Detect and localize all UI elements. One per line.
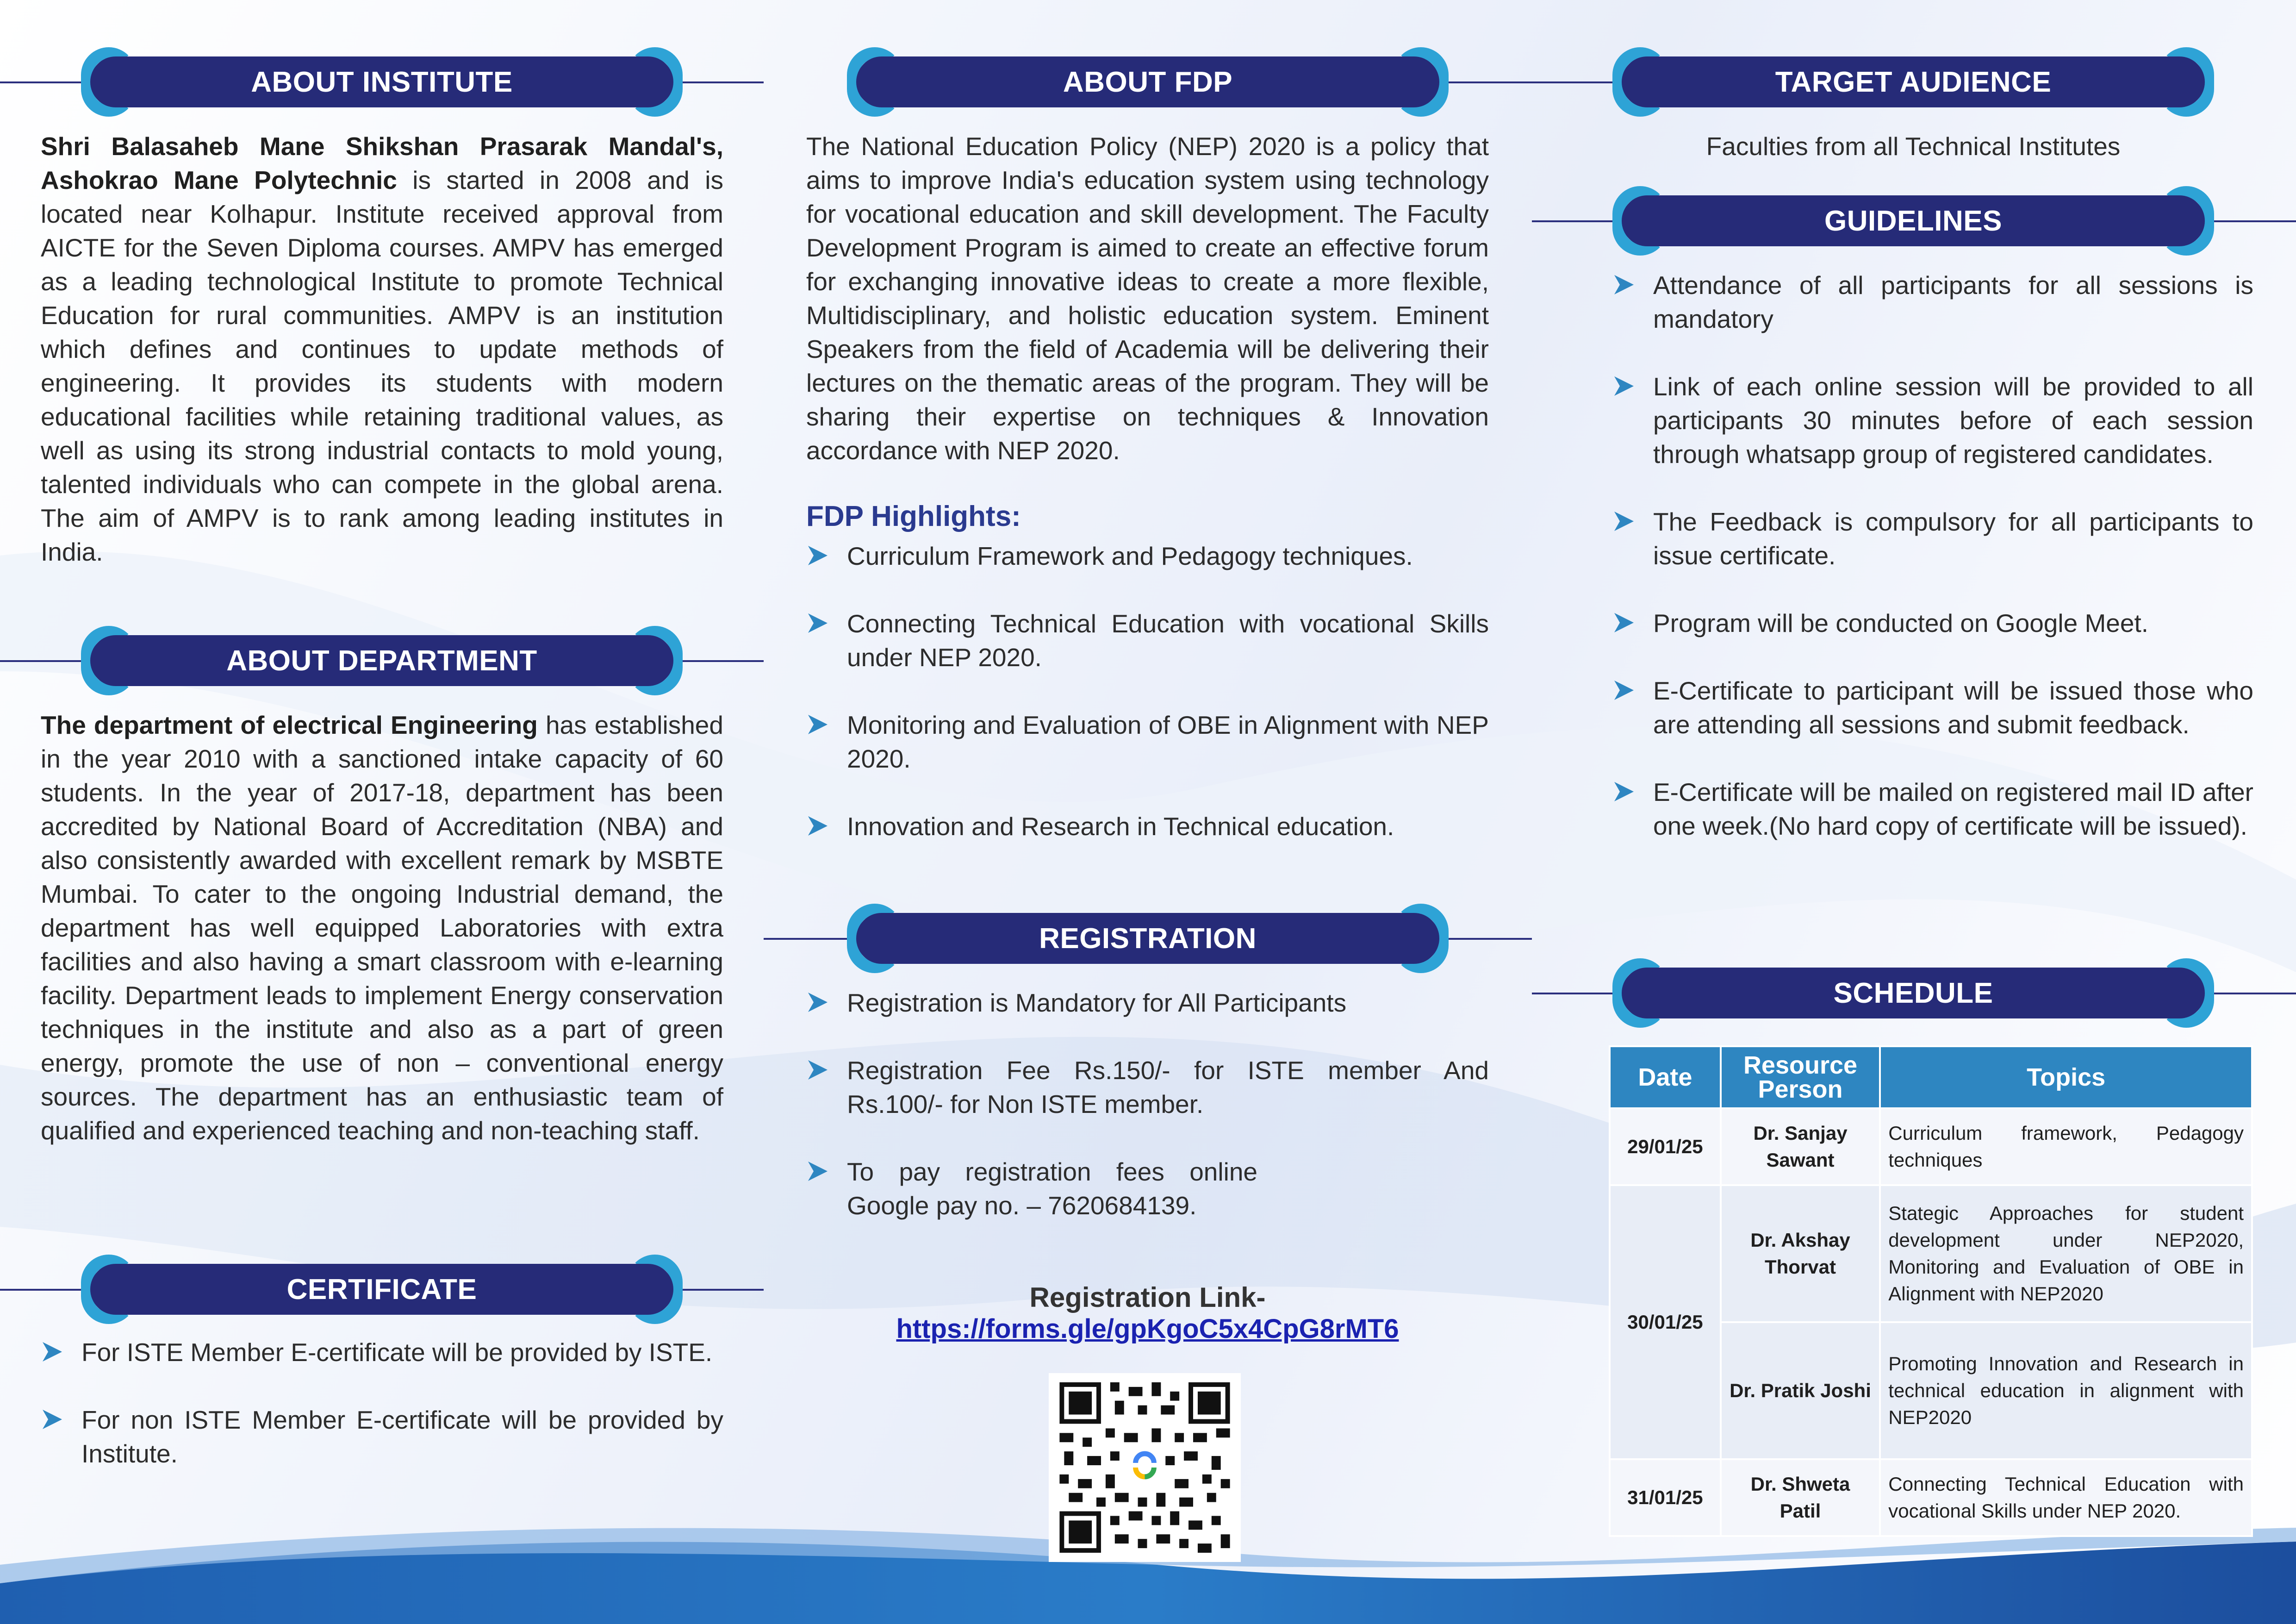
arrow-bullet-icon <box>806 1160 829 1183</box>
list-item: Monitoring and Evaluation of OBE in Alignment with NEP 2020. <box>806 708 1489 776</box>
schedule-topic: Stategic Approaches for student development under NEP2020, Monitoring and Evaluation of OBE in Alignment with NEP2020 <box>1880 1185 2252 1322</box>
schedule-date: 29/01/25 <box>1610 1108 1721 1185</box>
arrow-bullet-icon <box>41 1408 64 1431</box>
schedule-topic: Curriculum framework, Pedagogy techniques <box>1880 1108 2252 1185</box>
arrow-bullet-icon <box>806 991 829 1014</box>
table-row <box>1610 1185 2252 1322</box>
list-item: To pay registration fees online Google pay no. – 7620684139. <box>806 1155 1489 1223</box>
schedule-person: Dr. Pratik Joshi <box>1721 1322 1880 1459</box>
table-row <box>1610 1459 2252 1536</box>
arrow-bullet-icon <box>806 612 829 635</box>
list-item: The Feedback is compulsory for all participants to issue certificate. <box>1612 505 2253 573</box>
header-resource-person: Resource Person <box>1721 1046 1880 1108</box>
department-name: The department of electrical Engineering <box>41 711 538 739</box>
about-fdp-text: The National Education Policy (NEP) 2020 is a policy that aims to improve India's education system using technology for vocational education and skill development. The Faculty Development Program is aimed to create an effective forum for exchanging innovative ideas to create a more flexible, Multidisciplinary, and holistic education system. Eminent Speakers from the field of Academia will be delivering their lectures on the thematic areas of the program. They will be sharing their expertise on techniques & Innovation accordance with NEP 2020. <box>806 132 1489 465</box>
department-description: has established in the year 2010 with a sanctioned intake capacity of 60 students. In the year of 2017-18, department has been accredited by National Board of Accreditation (NBA) and also consistently awarded with excellent remark by MSBTE Mumbai. To cater to the ongoing Industrial demand, the department has well equipped Laboratories with extra facilities and also having a smart classroom with e-learning facility. Department leads to implement Energy conservation techniques in the institute and also as a part of green energy, promote the use of non – conventional energy sources. The department has an enthusiastic team of qualified and experienced teaching and non-teaching staff. <box>41 711 723 1145</box>
list-item: Link of each online session will be provided to all participants 30 minutes before of each session through whatsapp group of registered candidates. <box>1612 370 2253 471</box>
list-item: For ISTE Member E-certificate will be provided by ISTE. <box>41 1336 723 1369</box>
arrow-bullet-icon <box>1612 510 1636 533</box>
section-title: GUIDELINES <box>1622 195 2205 246</box>
registration-banner <box>847 904 1449 973</box>
divider-line <box>1532 993 1624 994</box>
list-item: Registration is Mandatory for All Participants <box>806 986 1489 1020</box>
list-item: For non ISTE Member E-certificate will be provided by Institute. <box>41 1403 723 1471</box>
arrow-bullet-icon <box>1612 273 1636 296</box>
section-title: REGISTRATION <box>856 913 1439 964</box>
divider-line <box>1421 81 1624 83</box>
guidelines-banner <box>1612 186 2214 256</box>
schedule-table <box>1609 1045 2253 1537</box>
about-institute-banner <box>81 47 683 117</box>
fdp-highlights-list <box>806 539 1489 843</box>
divider-line <box>1532 220 1624 222</box>
about-institute-text <box>41 130 723 569</box>
schedule-banner <box>1612 958 2214 1028</box>
table-row <box>1610 1108 2252 1185</box>
arrow-bullet-icon <box>806 713 829 736</box>
arrow-bullet-icon <box>806 814 829 837</box>
arrow-bullet-icon <box>1612 780 1636 803</box>
about-fdp-banner <box>847 47 1449 117</box>
section-title: ABOUT DEPARTMENT <box>90 635 673 686</box>
section-title: SCHEDULE <box>1622 968 2205 1018</box>
registration-link[interactable]: https://forms.gle/gpKgoC5x4CpG8rMT6 <box>896 1314 1399 1344</box>
target-audience-text: Faculties from all Technical Institutes <box>1706 132 2121 161</box>
section-title: TARGET AUDIENCE <box>1622 56 2205 107</box>
qr-code-icon <box>1049 1373 1241 1562</box>
registration-list <box>806 986 1489 1223</box>
schedule-person: Dr. Sanjay Sawant <box>1721 1108 1880 1185</box>
list-item: Connecting Technical Education with vocational Skills under NEP 2020. <box>806 607 1489 675</box>
arrow-bullet-icon <box>806 544 829 567</box>
arrow-bullet-icon <box>1612 679 1636 702</box>
about-department-banner <box>81 626 683 695</box>
fdp-highlights-title: FDP Highlights: <box>806 500 1021 532</box>
schedule-topic: Promoting Innovation and Research in technical education in alignment with NEP2020 <box>1880 1322 2252 1459</box>
arrow-bullet-icon <box>41 1340 64 1363</box>
schedule-date: 31/01/25 <box>1610 1459 1721 1536</box>
header-topics: Topics <box>1880 1046 2252 1108</box>
header-date: Date <box>1610 1046 1721 1108</box>
arrow-bullet-icon <box>806 1058 829 1081</box>
certificate-banner <box>81 1255 683 1324</box>
registration-link-title: Registration Link- <box>1029 1282 1266 1313</box>
schedule-person: Dr. Akshay Thorvat <box>1721 1185 1880 1322</box>
section-title: ABOUT INSTITUTE <box>90 56 673 107</box>
section-title: ABOUT FDP <box>856 56 1439 107</box>
institute-description: is started in 2008 and is located near Kolhapur. Institute received approval from AICTE for the Seven Diploma courses. AMPV has emerged as a leading technological Institute to promote Technical Education for rural communities. AMPV is an institution which defines and continues to update methods of engineering. It provides its students with modern educational facilities while retaining traditional values, as well as using its strong industrial contacts to mold young, talented individuals who can compete in the global arena. The aim of AMPV is to rank among leading institutes in India. <box>41 166 723 566</box>
schedule-person: Dr. Shweta Patil <box>1721 1459 1880 1536</box>
list-item: E-Certificate will be mailed on registered mail ID after one week.(No hard copy of certificate will be issued). <box>1612 775 2253 843</box>
target-audience-banner <box>1612 47 2214 117</box>
arrow-bullet-icon <box>1612 611 1636 634</box>
schedule-date: 30/01/25 <box>1610 1185 1721 1459</box>
schedule-topic: Connecting Technical Education with vocational Skills under NEP 2020. <box>1880 1459 2252 1536</box>
certificate-list <box>41 1336 723 1471</box>
list-item: Attendance of all participants for all sessions is mandatory <box>1612 269 2253 336</box>
list-item: Innovation and Research in Technical education. <box>806 810 1489 843</box>
about-department-text <box>41 708 723 1148</box>
list-item: E-Certificate to participant will be issued those who are attending all sessions and submit feedback. <box>1612 674 2253 742</box>
list-item: Curriculum Framework and Pedagogy techniques. <box>806 539 1489 573</box>
arrow-bullet-icon <box>1612 375 1636 398</box>
guidelines-list <box>1612 269 2253 843</box>
section-title: CERTIFICATE <box>90 1264 673 1315</box>
institute-name: Shri Balasaheb Mane Shikshan Prasarak Mandal's, Ashokrao Mane Polytechnic <box>41 132 723 194</box>
list-item: Program will be conducted on Google Meet. <box>1612 606 2253 640</box>
table-header-row <box>1610 1046 2252 1108</box>
list-item: Registration Fee Rs.150/- for ISTE member And Rs.100/- for Non ISTE member. <box>806 1054 1489 1121</box>
